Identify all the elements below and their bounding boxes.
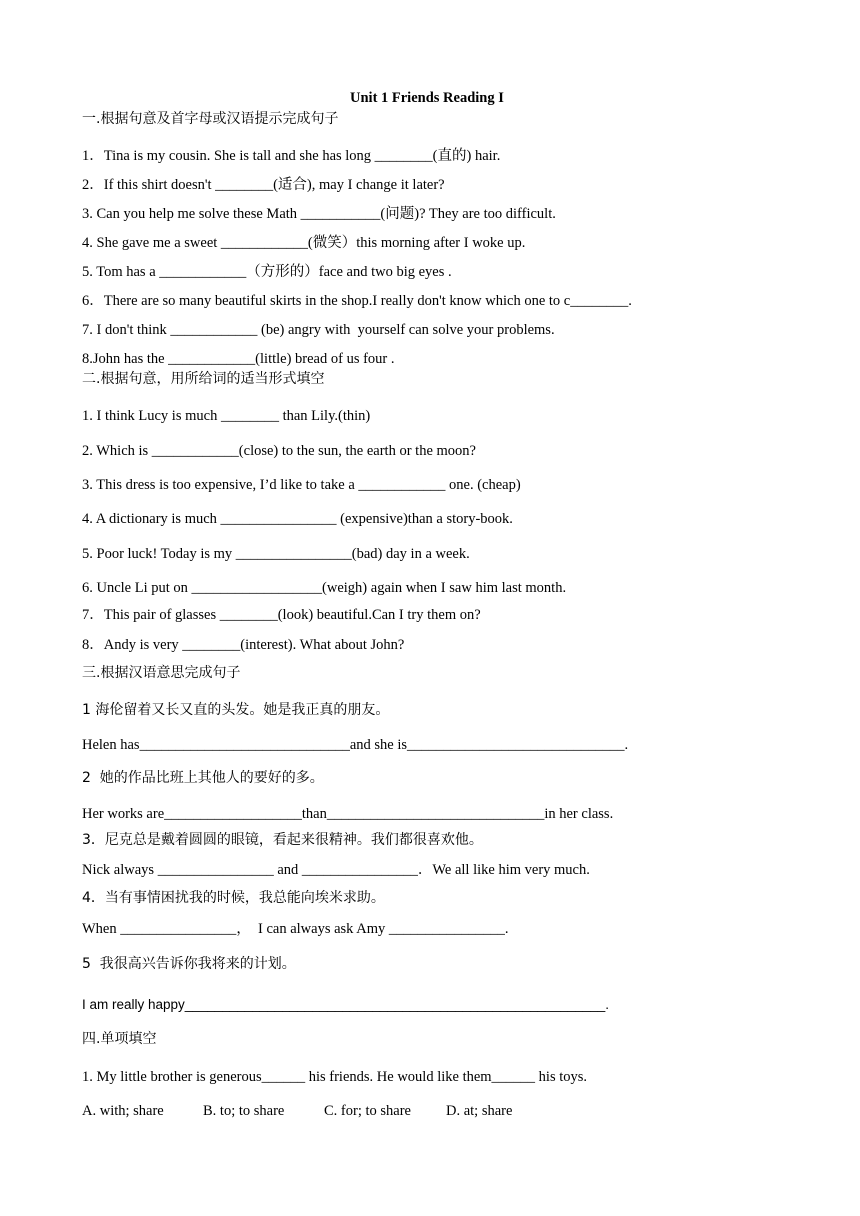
s3-question-2-english: Her works are___________________than______________________________in her class. [82, 806, 614, 822]
s3-question-3-english: Nick always ________________ and ________________．We all like him very much. [82, 862, 590, 878]
page-title: Unit 1 Friends Reading I [350, 90, 504, 106]
s2-question-4: 4. A dictionary is much ________________ (expensive)than a story-book. [82, 511, 513, 527]
s1-question-4: 4. She gave me a sweet ____________(微笑）this morning after I woke up. [82, 235, 526, 251]
s1-question-5: 5. Tom has a ____________（方形的）face and two big eyes . [82, 264, 452, 280]
s2-question-2: 2. Which is ____________(close) to the sun, the earth or the moon? [82, 443, 476, 459]
s3-question-1-english: Helen has_____________________________and she is______________________________. [82, 737, 629, 753]
s3-question-4-english: When ________________， I can always ask Amy ________________. [82, 921, 509, 937]
s3-question-5-english: I am really happy________________________________________________________. [82, 997, 610, 1012]
s3-question-3-chinese: 3．尼克总是戴着圆圆的眼镜，看起来很精神。我们都很喜欢他。 [82, 832, 483, 848]
section-3-heading: 三.根据汉语意思完成句子 [82, 665, 241, 681]
section-2-heading: 二.根据句意，用所给词的适当形式填空 [82, 371, 325, 387]
s4-question-1: 1. My little brother is generous______ his friends. He would like them______ his toys. [82, 1069, 588, 1085]
s3-question-5-chinese: 5 我很高兴告诉你我将来的计划。 [82, 956, 296, 972]
s1-question-2: 2．If this shirt doesn't ________(适合), may I change it later? [82, 177, 445, 193]
s1-question-6: 6．There are so many beautiful skirts in the shop.I really don't know which one to c________. [82, 293, 632, 309]
s3-question-1-chinese: 1 海伦留着又长又直的头发。她是我正真的朋友。 [82, 702, 390, 718]
s2-question-5: 5. Poor luck! Today is my ________________(bad) day in a week. [82, 546, 470, 562]
option-a: A. with; share [82, 1103, 164, 1119]
s1-question-8: 8.John has the ____________(little) bread of us four . [82, 351, 395, 367]
option-b: B. to; to share [203, 1103, 285, 1119]
s3-question-4-chinese: 4．当有事情困扰我的时候，我总能向埃米求助。 [82, 890, 385, 906]
s1-question-1: 1．Tina is my cousin. She is tall and she has long ________(直的) hair. [82, 148, 501, 164]
s2-question-8: 8．Andy is very ________(interest). What about John? [82, 637, 405, 653]
s1-question-7: 7. I don't think ____________ (be) angry with yourself can solve your problems. [82, 322, 555, 338]
s2-question-1: 1. I think Lucy is much ________ than Lily.(thin) [82, 408, 371, 424]
s3-question-2-chinese: 2 她的作品比班上其他人的要好的多。 [82, 770, 324, 786]
section-1-heading: 一.根据句意及首字母或汉语提示完成句子 [82, 111, 339, 127]
s2-question-7: 7．This pair of glasses ________(look) beautiful.Can I try them on? [82, 607, 481, 623]
option-c: C. for; to share [324, 1103, 411, 1119]
section-4-heading: 四.单项填空 [82, 1031, 157, 1047]
s2-question-3: 3. This dress is too expensive, I’d like to take a ____________ one. (cheap) [82, 477, 521, 493]
s2-question-6: 6. Uncle Li put on __________________(weigh) again when I saw him last month. [82, 580, 567, 596]
option-d: D. at; share [446, 1103, 513, 1119]
s1-question-3: 3. Can you help me solve these Math ___________(问题)? They are too difficult. [82, 206, 556, 222]
